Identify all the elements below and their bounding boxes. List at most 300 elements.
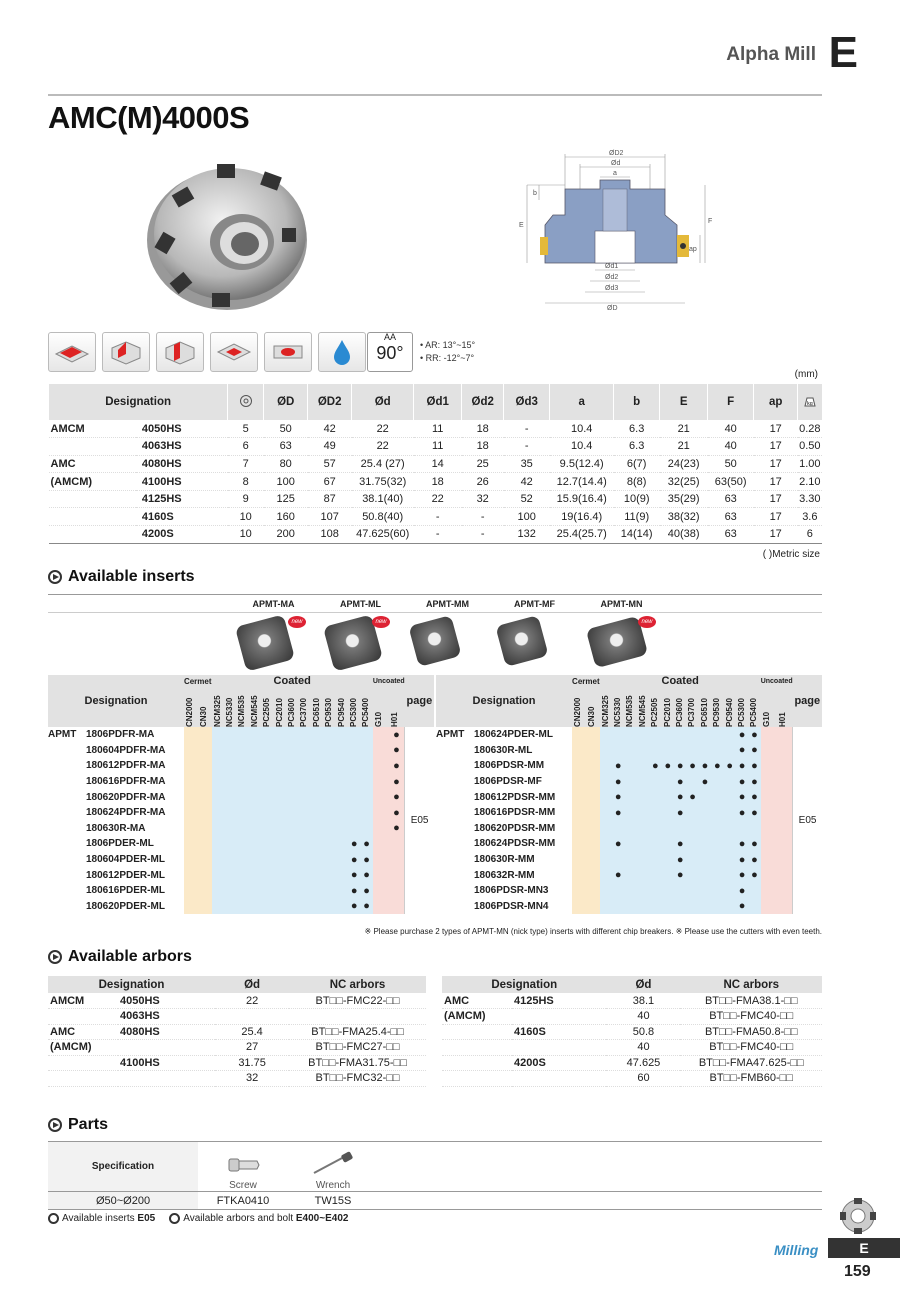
grade-mark — [286, 727, 298, 743]
grade-label: CN30 — [586, 706, 596, 727]
insert-name-cell: 1806PDFR-MA — [86, 729, 155, 741]
grade-label: NCM545 — [637, 695, 647, 727]
grade-label: NCM325 — [600, 695, 610, 727]
spec-cell: 40(38) — [660, 526, 708, 544]
spec-row — [49, 490, 823, 508]
spec-cell: 67 — [308, 473, 352, 491]
grade-label: PC3700 — [299, 698, 309, 727]
insert-name-cell: 180630R-MM — [474, 854, 535, 866]
spec-header: ØD — [264, 384, 308, 420]
grade-label: NC5330 — [613, 697, 623, 727]
grade-mark: ● — [348, 899, 360, 915]
grade-mark — [261, 867, 273, 883]
grade-header — [748, 687, 760, 727]
grade-mark — [662, 867, 674, 883]
spec-cell: - — [462, 508, 504, 526]
grade-mark — [662, 883, 674, 899]
grade-mark — [212, 805, 224, 821]
grade-mark — [724, 774, 736, 790]
radial-rake-note: • RR: -12°~7° — [420, 353, 475, 363]
grade-mark — [336, 883, 348, 899]
insert-designation — [48, 789, 184, 805]
spec-cell: 17 — [754, 508, 798, 526]
arbor-bore: 31.75 — [215, 1055, 289, 1071]
grade-mark — [612, 743, 624, 759]
arbor-series — [48, 1009, 118, 1025]
grade-label: PC3700 — [687, 698, 697, 727]
grade-mark — [348, 727, 360, 743]
grade-mark — [572, 774, 586, 790]
grade-mark — [298, 805, 310, 821]
spec-cell: 3.30 — [798, 490, 822, 508]
insert-names-rule — [48, 612, 822, 613]
arbor-model: 4080HS — [118, 1024, 215, 1040]
grade-mark — [323, 727, 335, 743]
grade-mark — [748, 899, 760, 915]
grade-mark — [389, 836, 405, 852]
grade-mark: ● — [360, 883, 372, 899]
grade-mark — [637, 899, 649, 915]
grade-header — [311, 687, 323, 727]
grade-mark — [649, 727, 661, 743]
arbor-header: Ød — [606, 976, 680, 993]
spec-cell: 6(7) — [614, 455, 660, 473]
spec-cell: 40 — [708, 438, 754, 456]
grade-mark: ● — [736, 758, 748, 774]
spec-cell: 10 — [228, 526, 264, 544]
grade-mark — [298, 852, 310, 868]
grade-mark — [724, 836, 736, 852]
grade-header — [674, 687, 686, 727]
dim-label-f: F — [708, 218, 713, 225]
parts-screw: FTKA0410 — [198, 1192, 288, 1210]
inserts-table-left — [48, 675, 434, 914]
grade-mark — [336, 774, 348, 790]
spec-cell: 6.3 — [614, 420, 660, 438]
insert-name-cell: 180616PDER-ML — [86, 885, 165, 897]
spec-row — [49, 420, 823, 438]
insert-name-cell: 180630R-ML — [474, 744, 533, 756]
grade-mark — [236, 883, 248, 899]
grade-mark — [600, 805, 612, 821]
arbors-link-ref: E400~E402 — [295, 1213, 349, 1225]
insert-row — [48, 805, 434, 821]
grade-mark: ● — [360, 836, 372, 852]
insert-designation — [48, 852, 184, 868]
grade-mark — [184, 836, 198, 852]
insert-designation — [48, 805, 184, 821]
grade-mark — [637, 836, 649, 852]
grade-mark — [761, 836, 777, 852]
spec-cell: 63(50) — [708, 473, 754, 491]
insert-name-cell: 180630R-MA — [86, 822, 146, 834]
grade-mark — [649, 867, 661, 883]
grade-mark — [586, 743, 600, 759]
arbor-nc: BT□□-FMC40-□□ — [680, 1040, 822, 1056]
grade-mark — [624, 852, 636, 868]
grade-header — [212, 687, 224, 727]
grade-mark — [336, 821, 348, 837]
grade-mark — [600, 727, 612, 743]
grade-mark: ● — [360, 852, 372, 868]
spec-header: a — [550, 384, 614, 420]
grade-mark — [249, 805, 261, 821]
spec-cell: 57 — [308, 455, 352, 473]
grade-mark — [323, 899, 335, 915]
grade-mark — [662, 805, 674, 821]
spec-cell: 38.1(40) — [352, 490, 414, 508]
grade-mark — [686, 883, 698, 899]
grade-mark — [600, 852, 612, 868]
insert-image-mm — [408, 615, 461, 667]
grade-mark — [761, 758, 777, 774]
grade-mark — [336, 727, 348, 743]
insert-name-cell: 180632R-MM — [474, 869, 535, 881]
inserts-title: Available inserts — [68, 568, 195, 585]
grade-mark — [649, 789, 661, 805]
grade-mark: ● — [736, 867, 748, 883]
spec-cell: 17 — [754, 473, 798, 491]
spec-cell: 17 — [754, 438, 798, 456]
grade-mark — [311, 867, 323, 883]
insert-name: APMT-ML — [340, 599, 381, 609]
insert-name: APMT-MM — [426, 599, 469, 609]
grade-mark — [724, 852, 736, 868]
inserts-link[interactable] — [48, 1213, 155, 1224]
insert-designation — [48, 821, 184, 837]
arbor-bore: 22 — [215, 993, 289, 1009]
insert-row — [48, 821, 434, 837]
grade-mark — [699, 727, 711, 743]
grade-mark — [249, 836, 261, 852]
arbor-row — [442, 1040, 822, 1056]
insert-row — [436, 774, 822, 790]
grade-mark — [637, 805, 649, 821]
grade-mark — [286, 821, 298, 837]
grade-header — [184, 687, 198, 727]
grade-mark — [298, 727, 310, 743]
series-cell: (AMCM) — [49, 473, 136, 491]
series-cell — [49, 508, 136, 526]
grade-mark — [224, 852, 236, 868]
dim-label-b: b — [533, 190, 537, 197]
grade-mark — [360, 727, 372, 743]
grade-mark — [274, 758, 286, 774]
grade-mark — [624, 805, 636, 821]
grade-mark — [261, 899, 273, 915]
arbor-header: Designation — [48, 976, 215, 993]
spec-cell: 63 — [264, 438, 308, 456]
spec-header: E — [660, 384, 708, 420]
arbor-row — [442, 1071, 822, 1087]
grade-label: PC9540 — [336, 698, 346, 727]
grade-mark: ● — [686, 758, 698, 774]
page-number: 159 — [844, 1263, 871, 1280]
grade-mark — [761, 852, 777, 868]
grade-mark — [699, 867, 711, 883]
grade-mark — [224, 821, 236, 837]
spec-cell: 100 — [264, 473, 308, 491]
insert-names — [230, 599, 665, 609]
grade-header — [323, 687, 335, 727]
grade-mark — [274, 883, 286, 899]
grade-mark — [373, 821, 389, 837]
grade-mark — [184, 852, 198, 868]
grade-mark — [249, 821, 261, 837]
grade-mark — [373, 867, 389, 883]
spec-cell: 6 — [798, 526, 822, 544]
grade-mark — [249, 774, 261, 790]
grade-mark — [323, 852, 335, 868]
grade-mark — [236, 867, 248, 883]
insert-row — [436, 805, 822, 821]
grade-mark — [586, 774, 600, 790]
grade-mark — [637, 743, 649, 759]
grade-mark: ● — [748, 852, 760, 868]
insert-name-cell: 1806PDER-ML — [86, 838, 154, 850]
parts-table — [48, 1141, 822, 1210]
footer-category: Milling — [774, 1242, 819, 1258]
grade-mark — [249, 727, 261, 743]
coated-header: Coated — [212, 675, 373, 687]
grade-mark — [761, 789, 777, 805]
grade-mark — [649, 852, 661, 868]
insert-designation — [48, 836, 184, 852]
grade-mark: ● — [389, 743, 405, 759]
grade-mark: ● — [736, 852, 748, 868]
arbor-model: 4050HS — [118, 993, 215, 1009]
grade-mark — [249, 883, 261, 899]
grade-mark — [624, 774, 636, 790]
grade-mark — [286, 758, 298, 774]
spec-cell: 107 — [308, 508, 352, 526]
spec-cell: 14(14) — [614, 526, 660, 544]
grade-mark — [224, 899, 236, 915]
grade-mark — [637, 774, 649, 790]
spec-cell: 25.4 (27) — [352, 455, 414, 473]
grade-mark — [274, 805, 286, 821]
new-badge: new — [288, 616, 306, 628]
grade-mark — [184, 789, 198, 805]
grade-mark — [724, 743, 736, 759]
spec-cell: 14 — [414, 455, 462, 473]
grade-mark — [286, 789, 298, 805]
grade-mark — [724, 867, 736, 883]
grade-mark — [298, 758, 310, 774]
insert-row — [48, 727, 434, 743]
grade-mark — [212, 743, 224, 759]
grade-mark — [323, 789, 335, 805]
insert-row — [48, 883, 434, 899]
grade-mark: ● — [389, 805, 405, 821]
grade-header — [389, 687, 405, 727]
spec-cell: 26 — [462, 473, 504, 491]
grade-label: PC2010 — [274, 698, 284, 727]
insert-designation — [48, 727, 184, 743]
page-title: AMC(M)4000S — [48, 100, 250, 135]
arbors-link[interactable] — [169, 1213, 348, 1224]
arbor-nc: BT□□-FMA47.625-□□ — [680, 1055, 822, 1071]
grade-mark — [198, 899, 212, 915]
grade-header — [637, 687, 649, 727]
spec-cell: 0.28 — [798, 420, 822, 438]
grade-mark — [298, 836, 310, 852]
grade-mark — [348, 743, 360, 759]
uncoated-header: Uncoated — [761, 675, 793, 687]
grade-mark: ● — [674, 852, 686, 868]
grade-mark — [649, 836, 661, 852]
insert-name-cell: 1806PDSR-MN4 — [474, 900, 549, 912]
grade-mark — [777, 821, 793, 837]
grade-mark — [184, 727, 198, 743]
grade-mark: ● — [612, 867, 624, 883]
spec-header: Ød — [352, 384, 414, 420]
footer-letter: E — [828, 1238, 900, 1258]
grade-mark — [637, 789, 649, 805]
arbor-series: AMC — [442, 993, 512, 1009]
spec-cell: 0.50 — [798, 438, 822, 456]
grade-mark: ● — [736, 883, 748, 899]
grade-mark — [686, 852, 698, 868]
grade-mark — [777, 852, 793, 868]
grade-mark: ● — [348, 883, 360, 899]
grade-mark — [274, 836, 286, 852]
grade-mark — [212, 883, 224, 899]
spec-cell: 2.10 — [798, 473, 822, 491]
grade-mark — [748, 821, 760, 837]
grade-mark — [212, 852, 224, 868]
cermet-header: Cermet — [183, 676, 212, 686]
grade-mark — [348, 821, 360, 837]
grade-label: NC5330 — [224, 697, 234, 727]
arbor-row — [442, 1024, 822, 1040]
grade-mark — [184, 883, 198, 899]
grade-mark — [761, 821, 777, 837]
grade-mark — [761, 727, 777, 743]
series-cell: AMC — [49, 455, 136, 473]
grade-mark — [674, 899, 686, 915]
arbor-series — [442, 1055, 512, 1071]
grade-header — [286, 687, 298, 727]
arbor-nc: BT□□-FMA25.4-□□ — [289, 1024, 426, 1040]
insert-designation — [436, 774, 572, 790]
model-cell: 4160S — [136, 508, 228, 526]
spec-cell: 10(9) — [614, 490, 660, 508]
spec-cell: 25.4(25.7) — [550, 526, 614, 544]
grade-mark — [748, 883, 760, 899]
insert-row — [436, 789, 822, 805]
grade-mark — [600, 883, 612, 899]
grade-label: NCM535 — [237, 695, 247, 727]
grade-mark — [261, 789, 273, 805]
spec-row — [49, 455, 823, 473]
spec-row — [49, 438, 823, 456]
grade-mark: ● — [674, 789, 686, 805]
grade-mark — [212, 727, 224, 743]
grade-mark — [373, 743, 389, 759]
grade-mark — [572, 836, 586, 852]
grade-mark — [360, 743, 372, 759]
grade-mark: ● — [662, 758, 674, 774]
parts-heading — [48, 1116, 108, 1134]
grade-mark: ● — [612, 758, 624, 774]
grade-label: CN30 — [198, 706, 208, 727]
grade-mark — [236, 836, 248, 852]
insert-name-cell: 180620PDSR-MM — [474, 822, 556, 834]
grade-mark — [662, 821, 674, 837]
grade-mark — [261, 805, 273, 821]
grade-header — [586, 687, 600, 727]
grade-mark — [389, 867, 405, 883]
grade-group-row — [48, 675, 434, 687]
insert-row — [48, 758, 434, 774]
model-cell: 4063HS — [136, 438, 228, 456]
grade-mark — [637, 852, 649, 868]
grade-mark: ● — [389, 789, 405, 805]
spec-cell: 15.9(16.4) — [550, 490, 614, 508]
insert-designation — [436, 867, 572, 883]
grade-mark — [777, 789, 793, 805]
grade-mark: ● — [612, 774, 624, 790]
spec-header: Ød2 — [462, 384, 504, 420]
grade-mark — [761, 774, 777, 790]
grade-label: CN2000 — [184, 697, 194, 727]
section-arrow-icon — [48, 950, 62, 964]
dim-label-e: E — [519, 222, 524, 229]
grade-label: NCM535 — [625, 695, 635, 727]
grade-mark — [373, 836, 389, 852]
insert-row — [436, 758, 822, 774]
arbor-nc: BT□□-FMB60-□□ — [680, 1071, 822, 1087]
series-cell: AMCM — [49, 420, 136, 438]
grade-mark — [286, 743, 298, 759]
spec-cell: 200 — [264, 526, 308, 544]
insert-row — [48, 867, 434, 883]
insert-row — [436, 821, 822, 837]
arbor-model — [512, 1040, 606, 1056]
insert-designation — [436, 852, 572, 868]
grade-mark — [612, 727, 624, 743]
grade-mark — [348, 805, 360, 821]
grade-mark: ● — [389, 727, 405, 743]
dim-label-ap: ap — [689, 246, 697, 253]
grade-label: PC6510 — [699, 698, 709, 727]
grade-mark — [212, 821, 224, 837]
spec-cell: 22 — [352, 420, 414, 438]
grade-mark — [236, 821, 248, 837]
grade-mark — [586, 805, 600, 821]
grade-mark — [184, 774, 198, 790]
arbor-header: NC arbors — [680, 976, 822, 993]
model-cell: 4050HS — [136, 420, 228, 438]
grade-mark — [311, 805, 323, 821]
insert-row — [436, 836, 822, 852]
uncoated-header: Uncoated — [373, 675, 405, 687]
coated-header: Coated — [600, 675, 761, 687]
insert-name-cell: 180604PDFR-MA — [86, 744, 166, 756]
grade-mark — [612, 899, 624, 915]
grade-mark — [261, 821, 273, 837]
grade-mark — [711, 774, 723, 790]
grade-label: NCM545 — [249, 695, 259, 727]
insert-designation — [48, 774, 184, 790]
spec-header: ap — [754, 384, 798, 420]
parts-header-row — [48, 1142, 822, 1192]
teeth-icon — [228, 384, 264, 420]
insert-row — [48, 836, 434, 852]
spec-cell: 49 — [308, 438, 352, 456]
grade-mark — [624, 867, 636, 883]
